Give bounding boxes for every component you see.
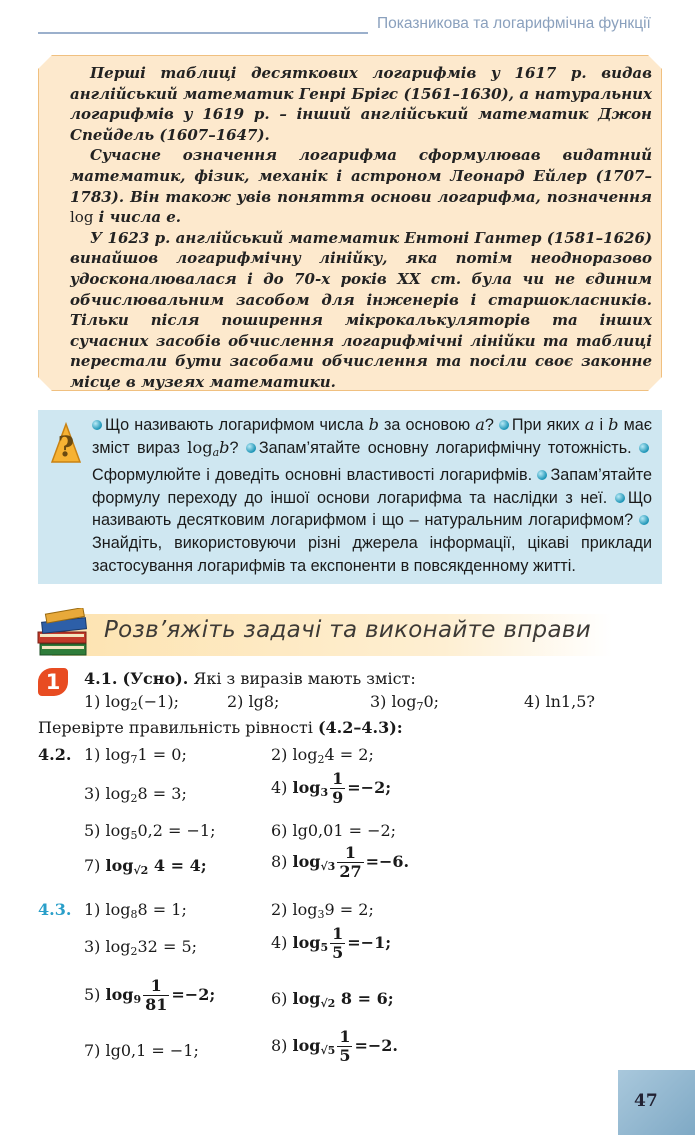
task-4-3-eq-4: 4) $\log_5$ $\frac{1}{5}$ =−1; bbox=[271, 924, 392, 962]
question-mark-icon bbox=[46, 418, 86, 468]
verify-instruction: Перевірте правильність рівності (4.2–4.3): bbox=[38, 718, 403, 737]
task-4-3-eq-7: 7) lg0,1 = −1; bbox=[84, 1041, 199, 1060]
books-icon bbox=[36, 608, 92, 660]
task-4-3-eq-3: 3) $\log_232 = 5$; bbox=[84, 937, 198, 958]
task-4-2-eq-3: 3) $\log_28 = 3$; bbox=[84, 784, 187, 805]
task-4-2-eq-5: 5) $\log_50,2 = -1$; bbox=[84, 821, 216, 842]
task-4-1-item-4: 4) ln1,5? bbox=[524, 692, 595, 711]
chapter-title: Показникова та логарифмічна функції bbox=[377, 15, 651, 32]
task-4-3-eq-1: 1) $\log_88 = 1$; bbox=[84, 900, 187, 921]
history-paragraph-2: Сучасне означення логарифма сформулював видатний математик, фізик, механік і астроном Леонард Ейлер (1707–1783). Він також увів поняття основи логарифма, позначення log і числа е. bbox=[70, 146, 652, 227]
header-rule bbox=[38, 32, 368, 34]
review-questions-text: Що називають логарифмом числа b за основою a? При яких a і b має зміст вираз $\log_ab$? Запам’ятайте основну логарифмічну тотожність. Сформулюйте і доведіть основні властивості логарифмів. Запам’ятайте формулу переходу до іншої основи логарифма та наслідки з неї. Що називають десятковим логарифмом і що – натуральним логарифмом? Знайдіть, використовуючи різні джерела інформації, цікаві приклади застосування логарифмів та експоненти в повсякденному житті. bbox=[92, 415, 652, 575]
svg-text:?: ? bbox=[57, 430, 75, 463]
bullet-icon bbox=[639, 515, 649, 525]
task-4-2-number: 4.2. bbox=[38, 745, 72, 764]
bullet-icon bbox=[615, 493, 625, 503]
task-4-2-eq-4: 4) $\log_3$ $\frac{1}{9}$ =−2; bbox=[271, 769, 392, 807]
task-4-3-number: 4.3. bbox=[38, 900, 72, 919]
bullet-icon bbox=[639, 443, 649, 453]
task-4-2-eq-6: 6) lg0,01 = −2; bbox=[271, 821, 397, 840]
task-4-3-eq-8: 8) $\log_{√5}$ $\frac{1}{5}$ =−2. bbox=[271, 1027, 398, 1065]
history-note-text bbox=[70, 63, 652, 393]
task-4-2-eq-7: 7) $\log_{√2} 4 = 4$; bbox=[84, 856, 207, 877]
task-4-1-item-1: 1) $\log_2(-1)$; bbox=[84, 692, 179, 713]
difficulty-level-badge: 1 bbox=[38, 668, 68, 696]
task-4-3-eq-2: 2) $\log_39 = 2$; bbox=[271, 900, 374, 921]
task-4-2-eq-8: 8) $\log_{√3}$ $\frac{1}{27}$ =−6. bbox=[271, 843, 410, 881]
task-4-2-eq-2: 2) $\log_24 = 2$; bbox=[271, 745, 374, 766]
page-number: 47 bbox=[634, 1091, 658, 1111]
task-4-1-item-3: 3) $\log_70$; bbox=[370, 692, 440, 713]
history-paragraph-1: Перші таблиці десяткових логарифмів у 1617 р. видав англійський математик Генрі Брігс (1561–1630), а натуральних логарифмів у 1619 р. – інший англійський математик Джон Спейдель (1607–1647). bbox=[70, 64, 652, 144]
task-4-1-statement: 4.1. (Усно). Які з виразів мають зміст: bbox=[84, 669, 416, 688]
bullet-icon bbox=[537, 470, 547, 480]
task-4-3-eq-5: 5) $\log_9$ $\frac{1}{81}$ =−2; bbox=[84, 976, 216, 1014]
bullet-icon bbox=[246, 443, 256, 453]
bullet-icon bbox=[92, 420, 102, 430]
bullet-icon bbox=[499, 420, 509, 430]
section-title: Розв’яжіть задачі та виконайте вправи bbox=[104, 617, 591, 643]
task-4-1-item-2: 2) lg8; bbox=[227, 692, 280, 711]
task-4-3-eq-6: 6) $\log_{√2} 8 = 6$; bbox=[271, 989, 394, 1010]
task-4-2-eq-1: 1) $\log_71 = 0$; bbox=[84, 745, 187, 766]
history-paragraph-3: У 1623 р. англійський математик Ентоні Гантер (1581–1626) винайшов логарифмічну лінійку, яка потім неодноразово удосконалювалася і до 70-х років XX ст. була чи не єдиним обчислювальним засобом для інженерів і старшокласників. Тільки після поширення мікрокалькуляторів та інших сучасних засобів обчислення логарифмічні лінійки та таблиці перестали бути засобами обчислення та посіли своє законне місце в музеях математики. bbox=[70, 228, 652, 391]
